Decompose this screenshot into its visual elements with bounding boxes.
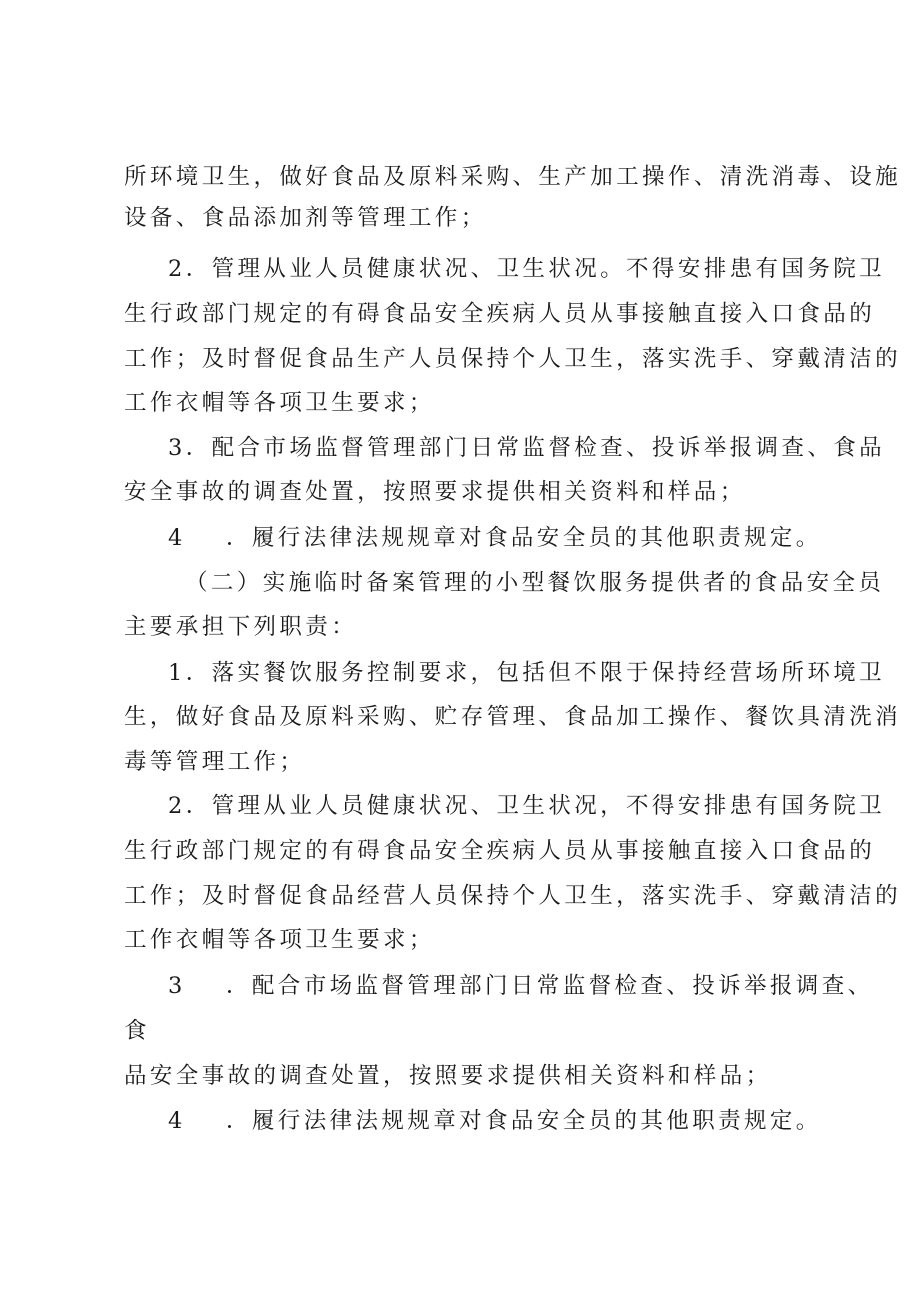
text-line: 食 xyxy=(124,1018,150,1044)
text-line: 工作；及时督促食品生产人员保持个人卫生，落实洗手、穿戴清洁的 xyxy=(124,346,902,372)
item-number: 4 xyxy=(168,525,183,551)
text-line: 工作衣帽等各项卫生要求； xyxy=(124,390,435,416)
numbered-item-line xyxy=(0,966,920,1006)
text-line: 所环境卫生，做好食品及原料采购、生产加工操作、清洗消毒、设施 xyxy=(124,164,902,190)
item-number: 4 xyxy=(168,1108,183,1134)
text-line: 工作；及时督促食品经营人员保持个人卫生，落实洗手、穿戴清洁的 xyxy=(124,883,902,909)
text-line: 生行政部门规定的有碍食品安全疾病人员从事接触直接入口食品的 xyxy=(124,838,876,864)
text-line: 2．管理从业人员健康状况、卫生状况，不得安排患有国务院卫 xyxy=(168,793,886,819)
text-line: 安全事故的调查处置，按照要求提供相关资料和样品； xyxy=(124,479,746,505)
text-line: 3．配合市场监督管理部门日常监督检查、投诉举报调查、食品 xyxy=(168,435,886,461)
item-text: ．配合市场监督管理部门日常监督检查、投诉举报调查、 xyxy=(226,973,874,999)
item-text: ．履行法律法规规章对食品安全员的其他职责规定。 xyxy=(226,525,822,551)
text-line: 主要承担下列职责： xyxy=(124,614,358,640)
numbered-item-line xyxy=(0,518,920,558)
text-line: 生，做好食品及原料采购、贮存管理、食品加工操作、餐饮具清洗消 xyxy=(124,704,902,730)
text-line: 生行政部门规定的有碍食品安全疾病人员从事接触直接入口食品的 xyxy=(124,301,876,327)
section-heading-line: （二）实施临时备案管理的小型餐饮服务提供者的食品安全员 xyxy=(185,570,885,596)
text-line: 毒等管理工作； xyxy=(124,749,306,775)
text-line: 品安全事故的调查处置，按照要求提供相关资料和样品； xyxy=(124,1063,772,1089)
item-number: 3 xyxy=(168,973,183,999)
text-line: 设备、食品添加剂等管理工作； xyxy=(124,205,487,231)
text-line: 2．管理从业人员健康状况、卫生状况。不得安排患有国务院卫 xyxy=(168,256,886,282)
numbered-item-line xyxy=(0,1101,920,1141)
text-line: 工作衣帽等各项卫生要求； xyxy=(124,927,435,953)
item-text: ．履行法律法规规章对食品安全员的其他职责规定。 xyxy=(226,1108,822,1134)
text-line: 1．落实餐饮服务控制要求，包括但不限于保持经营场所环境卫 xyxy=(168,660,886,686)
